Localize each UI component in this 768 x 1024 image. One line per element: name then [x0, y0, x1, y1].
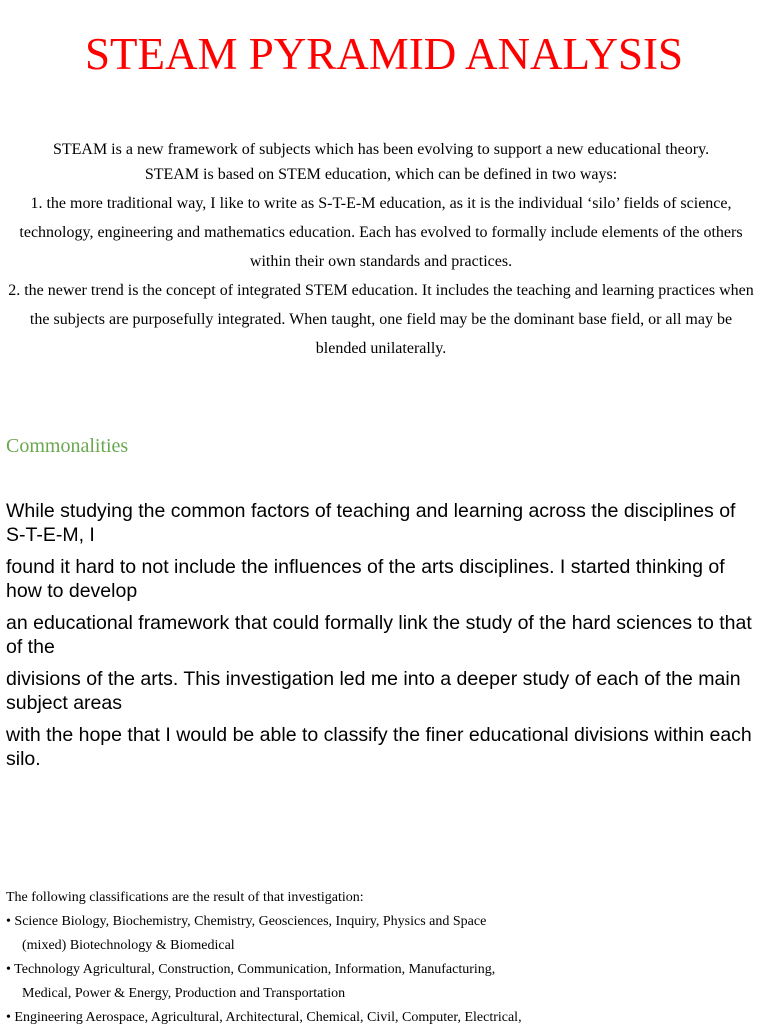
- classification-continuation: Medical, Power & Energy, Production and Transportation: [22, 986, 346, 1001]
- bullet-icon: •: [6, 914, 11, 929]
- bullet-icon: •: [6, 1010, 11, 1024]
- commonalities-paragraph: While studying the common factors of teaching and learning across the disciplines of S-T-E-M, I: [6, 500, 736, 546]
- bullet-icon: •: [6, 962, 11, 977]
- intro-paragraph-3: 1. the more traditional way, I like to write as S-T-E-M education, as it is the individual ‘silo’ fields of science, technology, engineering and mathematics education. Each has evolved to formally include elements of the others within their own standards and practices.: [19, 195, 743, 270]
- classification-line: Technology Agricultural, Construction, Communication, Information, Manufacturing,: [14, 962, 496, 977]
- classifications-intro: The following classifications are the result of that investigation:: [6, 890, 364, 905]
- classification-continuation: (mixed) Biotechnology & Biomedical: [22, 938, 235, 953]
- classification-item-engineering: [6, 1006, 758, 1024]
- commonalities-paragraph: an educational framework that could formally link the study of the hard sciences to that of the: [6, 612, 752, 658]
- classification-item-science: [6, 910, 758, 934]
- classification-line: Engineering Aerospace, Agricultural, Architectural, Chemical, Civil, Computer, Electrical,: [14, 1010, 522, 1024]
- intro-paragraph-4: 2. the newer trend is the concept of integrated STEM education. It includes the teaching and learning practices when the subjects are purposefully integrated. When taught, one field may be the dominant base field, or all may be blended unilaterally.: [8, 282, 754, 357]
- commonalities-paragraph: with the hope that I would be able to classify the finer educational divisions within each silo.: [6, 724, 752, 770]
- classification-item-technology: [6, 958, 758, 982]
- intro-paragraph-2: STEAM is based on STEM education, which can be defined in two ways:: [144, 166, 618, 183]
- commonalities-paragraph: found it hard to not include the influences of the arts disciplines. I started thinking of how to develop: [6, 556, 725, 602]
- document-title: STEAM PYRAMID ANALYSIS: [84, 29, 684, 79]
- classification-line: Science Biology, Biochemistry, Chemistry, Geosciences, Inquiry, Physics and Space: [14, 914, 487, 929]
- intro-paragraph-1: STEAM is a new framework of subjects which has been evolving to support a new educational theory.: [52, 141, 710, 158]
- commonalities-heading: Commonalities: [6, 435, 129, 457]
- commonalities-body: [6, 499, 758, 779]
- commonalities-paragraph: divisions of the arts. This investigation led me into a deeper study of each of the main subject areas: [6, 668, 741, 714]
- classifications-section: [6, 886, 758, 1024]
- intro-section: [6, 140, 756, 363]
